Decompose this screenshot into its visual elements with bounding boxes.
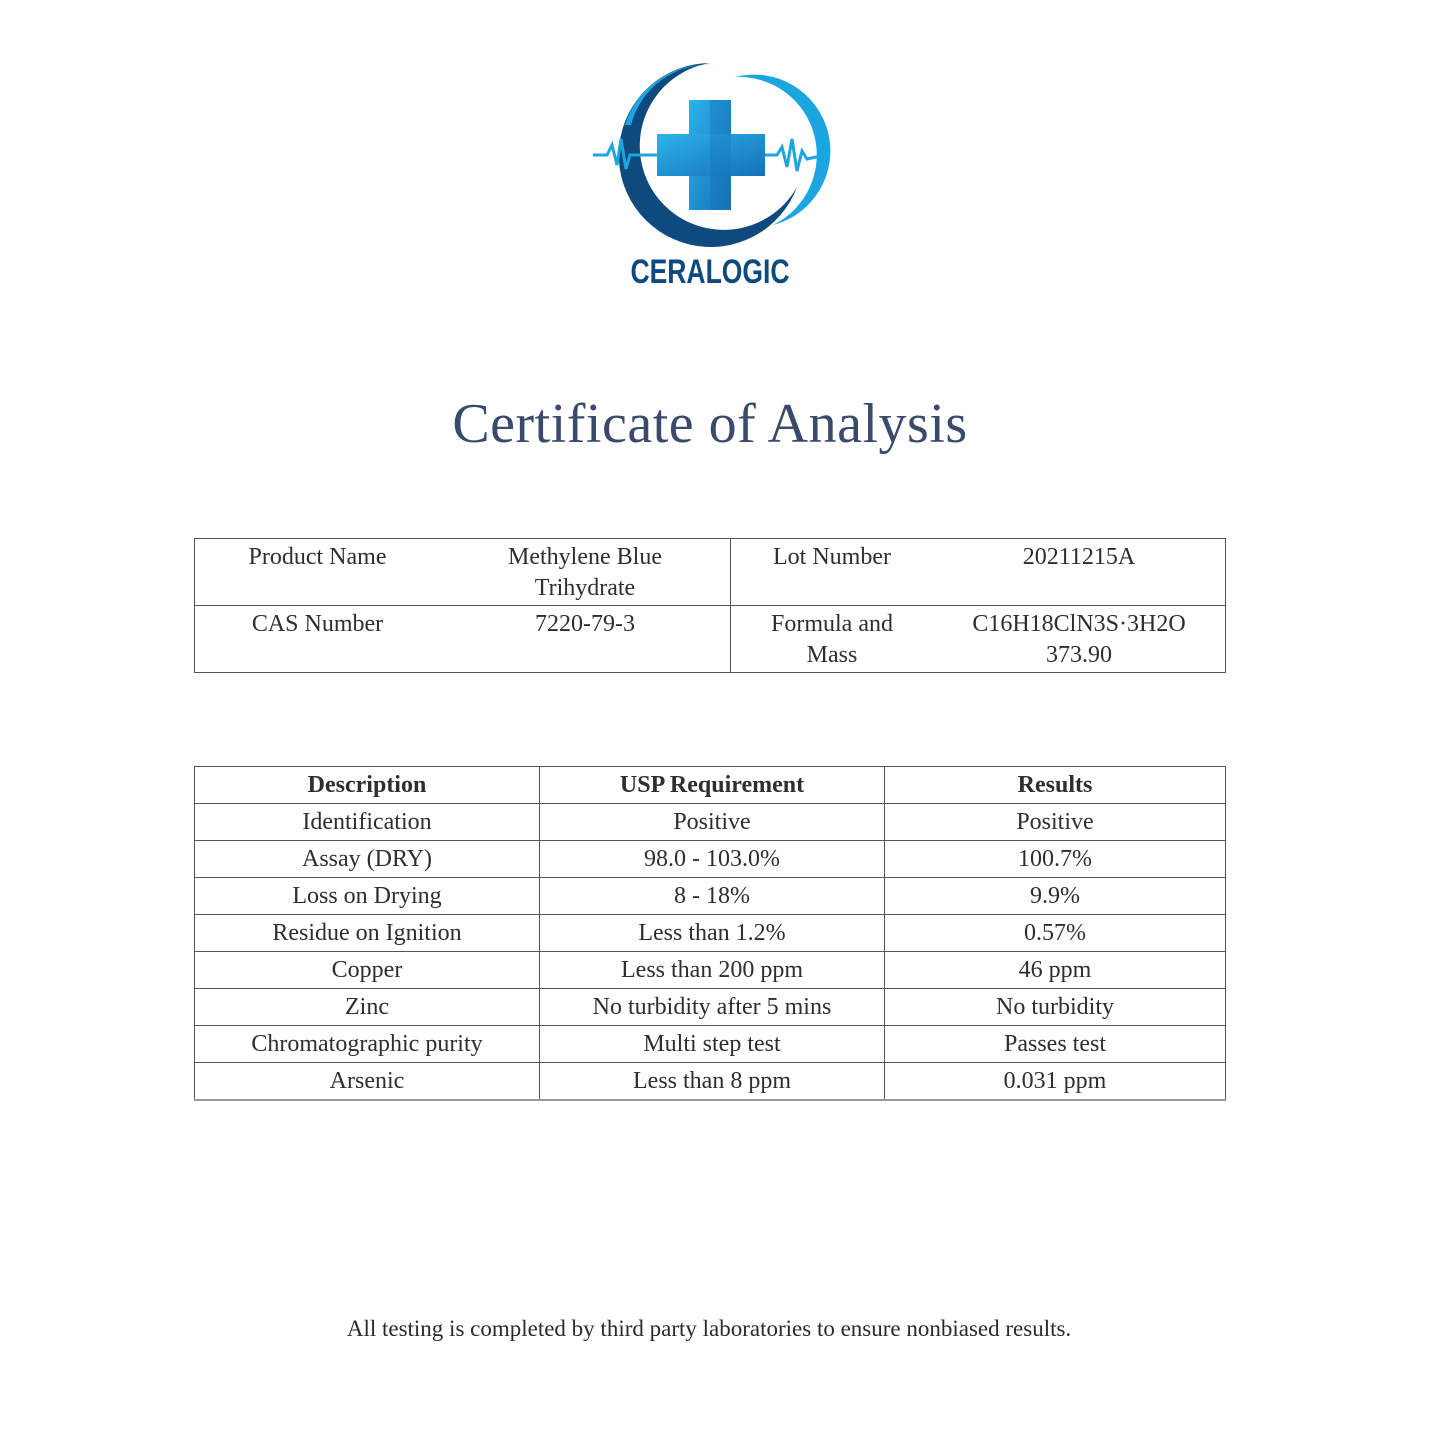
analysis-table: [194, 766, 1226, 1101]
formula-value: [933, 606, 1226, 673]
footer-note: All testing is completed by third party laboratories to ensure nonbiased results.: [346, 1316, 1072, 1341]
row-description: Zinc: [195, 989, 540, 1026]
formula-label-line2: Mass: [806, 642, 858, 668]
product-name-line1: Methylene Blue: [508, 544, 662, 570]
formula-value-line1: C16H18ClN3S·3H2O: [972, 611, 1186, 637]
table-row: [195, 1026, 1226, 1063]
row-result: Passes test: [885, 1026, 1226, 1063]
row-requirement: No turbidity after 5 mins: [540, 989, 885, 1026]
product-name-value: [440, 539, 731, 606]
table-row: [195, 878, 1226, 915]
table-header-row: [195, 767, 1226, 804]
brand-logo: [585, 55, 835, 305]
table-row: [195, 952, 1226, 989]
row-description: Residue on Ignition: [195, 915, 540, 952]
product-name-line2: Trihydrate: [534, 575, 636, 601]
row-description: Assay (DRY): [195, 841, 540, 878]
brand-name: CERALOGIC: [630, 253, 790, 291]
table-row: [195, 1063, 1226, 1101]
row-result: 0.57%: [885, 915, 1226, 952]
row-requirement: 8 - 18%: [540, 878, 885, 915]
row-description: Arsenic: [195, 1063, 540, 1101]
header-requirement: USP Requirement: [540, 767, 885, 804]
table-row: [195, 841, 1226, 878]
row-result: 100.7%: [885, 841, 1226, 878]
table-row: [195, 606, 1226, 673]
product-name-label: Product Name: [195, 539, 441, 606]
row-requirement: Less than 8 ppm: [540, 1063, 885, 1101]
medical-cross-icon: [585, 55, 835, 265]
formula-value-line2: 373.90: [1046, 642, 1112, 668]
table-row: [195, 804, 1226, 841]
table-row: [195, 989, 1226, 1026]
formula-label-line1: Formula and: [771, 611, 893, 637]
row-result: Positive: [885, 804, 1226, 841]
lot-number-value: 20211215A: [933, 539, 1226, 606]
table-row: [195, 915, 1226, 952]
row-requirement: Positive: [540, 804, 885, 841]
row-result: 9.9%: [885, 878, 1226, 915]
row-requirement: Less than 200 ppm: [540, 952, 885, 989]
header-description: Description: [195, 767, 540, 804]
row-description: Chromatographic purity: [195, 1026, 540, 1063]
row-result: No turbidity: [885, 989, 1226, 1026]
cas-number-value: 7220-79-3: [440, 606, 731, 673]
lot-number-label: Lot Number: [731, 539, 934, 606]
product-info-table: [194, 538, 1226, 673]
row-description: Loss on Drying: [195, 878, 540, 915]
row-requirement: Less than 1.2%: [540, 915, 885, 952]
row-result: 0.031 ppm: [885, 1063, 1226, 1101]
row-requirement: Multi step test: [540, 1026, 885, 1063]
table-row: [195, 539, 1226, 606]
row-requirement: 98.0 - 103.0%: [540, 841, 885, 878]
row-result: 46 ppm: [885, 952, 1226, 989]
row-description: Identification: [195, 804, 540, 841]
page-title: Certificate of Analysis: [452, 393, 968, 455]
row-description: Copper: [195, 952, 540, 989]
header-results: Results: [885, 767, 1226, 804]
formula-label: [731, 606, 934, 673]
cas-number-label: CAS Number: [195, 606, 441, 673]
